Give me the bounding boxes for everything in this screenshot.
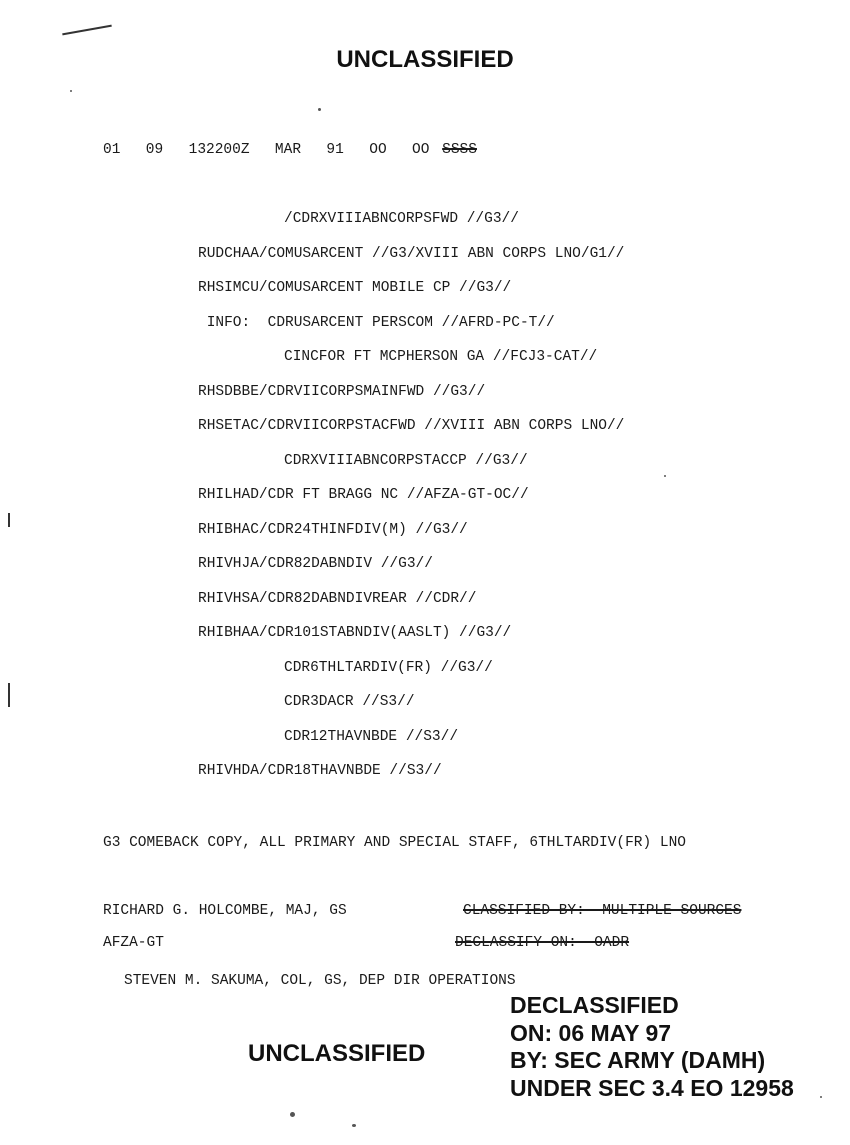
addressee-line: RHSIMCU/COMUSARCENT MOBILE CP //G3// [198,280,512,296]
scan-speck [290,1112,295,1117]
classified-by-struck: CLASSIFIED BY: MULTIPLE SOURCES [463,903,742,919]
bottom-classification-marking: UNCLASSIFIED [248,1040,426,1067]
addressee-line: CINCFOR FT MCPHERSON GA //FCJ3-CAT// [284,349,598,365]
addressee-line: RHIVHDA/CDR18THAVNBDE //S3// [198,763,442,779]
scan-speck [820,1096,822,1098]
addressee-line: INFO: CDRUSARCENT PERSCOM //AFRD-PC-T// [198,314,555,331]
scan-speck [318,108,321,111]
scan-speck [70,90,72,92]
addressee-line: RHIVHJA/CDR82DABNDIV //G3// [198,556,433,572]
addressee-line: RHSDBBE/CDRVIICORPSMAINFWD //G3// [198,383,486,400]
addressee-line: RHIVHSA/CDR82DABNDIVREAR //CDR// [198,590,477,607]
scan-speck [352,1124,356,1127]
scan-speck [664,475,666,477]
addressee-line: CDR3DACR //S3// [284,694,415,710]
declassification-stamp-line: DECLASSIFIED [510,992,679,1018]
addressee-line: RHILHAD/CDR FT BRAGG NC //AFZA-GT-OC// [198,487,529,503]
declassification-stamp-line: UNDER SEC 3.4 EO 12958 [510,1074,794,1101]
addressee-line: CDR6THLTARDIV(FR) //G3// [284,659,493,676]
declassification-stamp [510,992,794,1102]
scan-mark [8,513,10,527]
addressee-line: /CDRXVIIIABNCORPSFWD //G3// [284,211,519,227]
scan-mark [62,25,112,36]
dtg-text: 01 09 132200Z MAR 91 OO OO [103,142,443,158]
releaser-line: STEVEN M. SAKUMA, COL, GS, DEP DIR OPERATIONS [124,973,516,989]
addressee-line: RHIBHAA/CDR101STABNDIV(AASLT) //G3// [198,625,512,641]
addressee-line: RUDCHAA/COMUSARCENT //G3/XVIII ABN CORPS LNO/G1// [198,245,625,262]
distribution-remarks: G3 COMEBACK COPY, ALL PRIMARY AND SPECIAL STAFF, 6THLTARDIV(FR) LNO [103,835,686,851]
drafter-line: RICHARD G. HOLCOMBE, MAJ, GS [103,903,347,919]
addressee-line: RHIBHAC/CDR24THINFDIV(M) //G3// [198,521,468,538]
declassification-stamp-line: BY: SEC ARMY (DAMH) [510,1047,766,1073]
declassification-stamp-line: ON: 06 MAY 97 [510,1019,672,1046]
date-time-group-line [103,142,477,158]
addressee-line: CDRXVIIIABNCORPSTACCP //G3// [284,452,528,469]
declassify-on-struck: DECLASSIFY ON: OADR [455,935,630,951]
scan-mark [8,683,10,707]
struck-precedence-code: SSSS [442,142,477,158]
office-symbol: AFZA-GT [103,935,164,951]
top-classification-marking: UNCLASSIFIED [336,46,514,73]
addressee-line: RHSETAC/CDRVIICORPSTACFWD //XVIII ABN CORPS LNO// [198,418,625,434]
addressee-line: CDR12THAVNBDE //S3// [284,728,459,745]
